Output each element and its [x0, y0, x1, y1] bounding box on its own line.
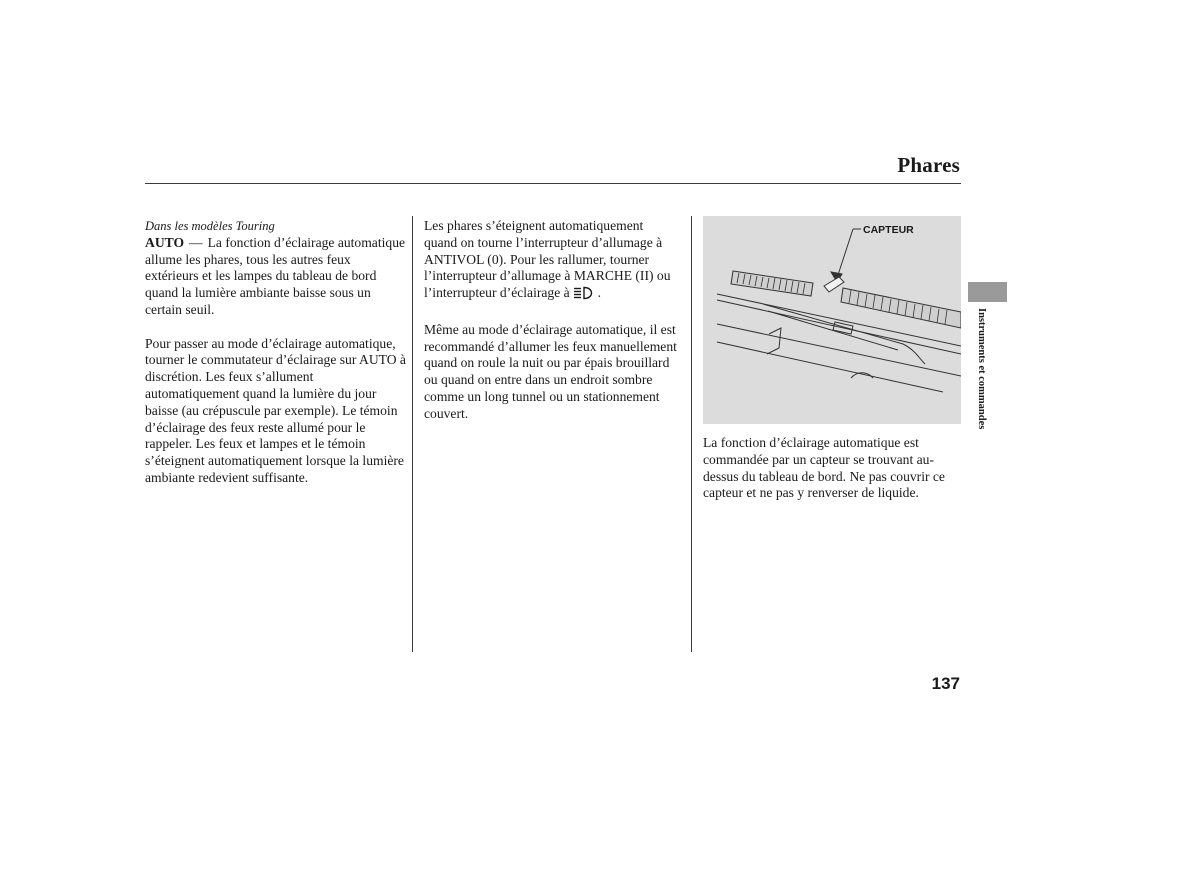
column-middle	[424, 218, 679, 423]
column-left	[145, 218, 407, 487]
headlight-icon	[573, 286, 595, 305]
column-divider-2	[691, 216, 692, 652]
auto-dash: —	[189, 234, 203, 250]
page-number: 137	[931, 674, 960, 693]
sensor-figure	[703, 216, 961, 424]
auto-keyword: AUTO	[145, 234, 185, 250]
sensor-caption: La fonction d’éclairage automatique est commandée par un capteur se trouvant au-dessus du tableau de bord. Ne pas couvrir ce capteur et ne pas y renverser de liquide.	[703, 435, 945, 501]
dashboard-illustration	[703, 216, 961, 424]
auto-mode-paragraph: Pour passer au mode d’éclairage automatique, tourner le commutateur d’éclairage sur AUTO à discrétion. Les feux s’allument automatiquement quand la lumière du jour baisse (au crépuscule par exemple). Le témoin d’éclairage des feux reste allumé pour le rappeler. Les feux et lampes et le témoin s’éteignent automatiquement lorsque la lumière ambiante redevient suffisante.	[145, 335, 406, 485]
model-note: Dans les modèles Touring	[145, 219, 275, 233]
auto-text: La fonction d’éclairage automatique allume les phares, tous les autres feux extérieurs et les lampes du tableau de bord quand la lumière ambiante baisse sous un certain seuil.	[145, 234, 406, 317]
manual-paragraph: Même au mode d’éclairage automatique, il est recommandé d’allumer les feux manuellement quand on roule la nuit ou par épais brouillard ou quand on entre dans un endroit sombre comme un long tunnel ou un stationnement couvert.	[424, 321, 677, 421]
auto-off-paragraph	[424, 218, 679, 305]
auto-off-end: .	[597, 285, 602, 301]
column-divider-1	[412, 216, 413, 652]
section-label: Instruments et commandes	[976, 308, 987, 430]
auto-paragraph	[145, 235, 407, 319]
column-right	[703, 435, 961, 502]
section-tab	[968, 282, 1007, 302]
page-title: Phares	[897, 153, 960, 177]
sensor-label: CAPTEUR	[863, 224, 914, 236]
header-rule	[145, 183, 961, 184]
auto-off-text: Les phares s’éteignent automatiquement quand on tourne l’interrupteur d’allumage à ANTIVOL (0). Pour les rallumer, tourner l’interrupteur d’allumage à MARCHE (II) ou l’interrupteur d’éclairage à	[424, 218, 671, 301]
